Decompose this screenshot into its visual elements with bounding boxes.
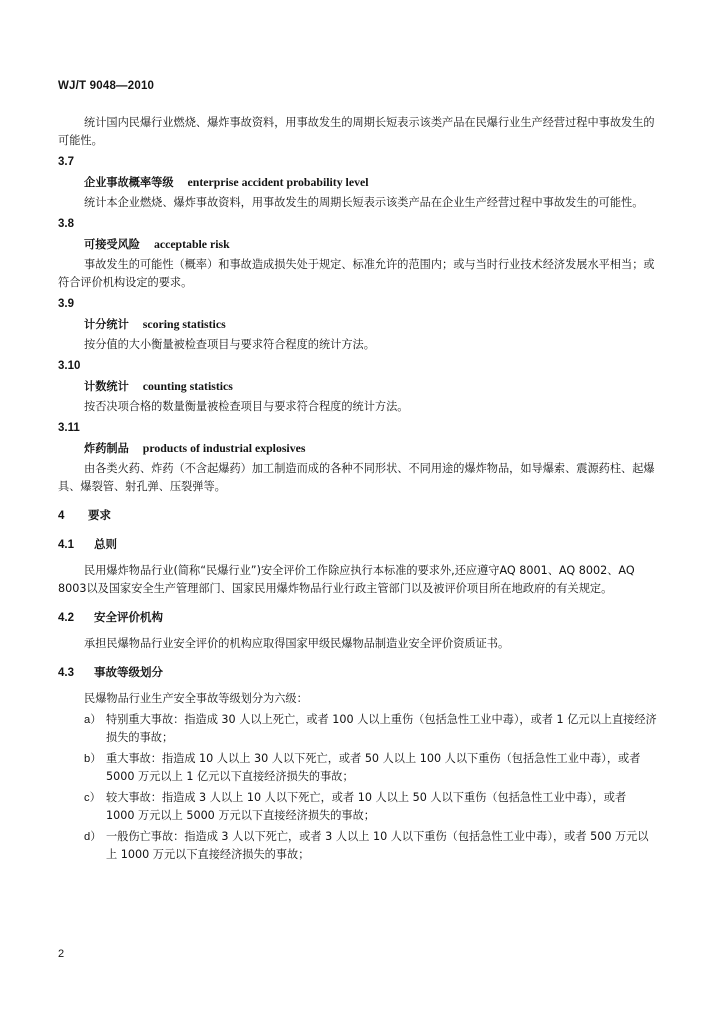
list-item-text: 重大事故：指造成 10 人以上 30 人以下死亡，或者 50 人以上 100 人以下重伤（包括急性工业中毒），或者 5000 万元以上 1 亿元以下直接经济损失的事故； [106,752,641,783]
term-english: acceptable risk [153,237,230,251]
term-3-9 [84,315,658,334]
list-item-text: 较大事故：指造成 3 人以上 10 人以下死亡，或者 10 人以上 50 人以下重伤（包括急性工业中毒），或者 1000 万元以上 5000 万元以下直接经济损失的事故； [106,791,627,822]
clause-3-10: 3.10 [58,360,81,372]
list-item-c [58,789,658,825]
section-4 [58,506,658,525]
list-item-a [58,711,658,747]
section-number: 4.2 [58,612,74,624]
clause-3-9: 3.9 [58,298,74,310]
term-english: enterprise accident probability level [187,175,369,189]
list-marker: d） [84,831,102,843]
section-title: 要求 [88,508,111,522]
document-body [58,114,658,867]
section-4-2 [58,608,658,627]
para-4-1-body: 民用爆炸物品行业(简称“民爆行业”)安全评价工作除应执行本标准的要求外,还应遵守AQ 8001、AQ 8002、AQ 8003以及国家安全生产管理部门、国家民用爆炸物品行业行政主管部门以及被评价项目所在地政府的有关规定。 [58,564,635,595]
list-marker: c） [84,792,101,804]
para-3-9-body: 按分值的大小衡量被检查项目与要求符合程度的统计方法。 [84,338,375,351]
list-item-d [58,828,658,864]
section-title: 事故等级划分 [94,665,163,679]
section-4-1 [58,535,658,554]
section-title: 总则 [94,537,117,551]
term-english: counting statistics [142,379,233,393]
page-number: 2 [58,948,65,960]
section-title: 安全评价机构 [94,610,163,624]
term-chinese: 企业事故概率等级 [84,176,174,189]
term-chinese: 可接受风险 [84,238,140,251]
list-marker: a） [84,714,102,726]
list-item-text: 一般伤亡事故：指造成 3 人以下死亡，或者 3 人以上 10 人以下重伤（包括急性工业中毒），或者 500 万元以上 1000 万元以下直接经济损失的事故； [106,830,649,861]
term-chinese: 计数统计 [84,380,129,393]
para-4-2-body: 承担民爆物品行业安全评价的机构应取得国家甲级民爆物品制造业安全评价资质证书。 [84,637,510,650]
term-english: scoring statistics [142,317,226,331]
term-chinese: 炸药制品 [84,442,129,455]
para-3-8-body: 事故发生的可能性（概率）和事故造成损失处于规定、标准允许的范围内；或与当时行业技术经济发展水平相当；或符合评价机构设定的要求。 [58,258,655,289]
list-marker: b） [84,753,102,765]
para-3-7-body: 统计本企业燃烧、爆炸事故资料，用事故发生的周期长短表示该类产品在企业生产经营过程中事故发生的可能性。 [84,196,644,209]
list-item-text: 特别重大事故：指造成 30 人以上死亡，或者 100 人以上重伤（包括急性工业中毒），或者 1 亿元以上直接经济损失的事故； [106,713,657,744]
para-3-11-body: 由各类火药、炸药（不含起爆药）加工制造而成的各种不同形状、不同用途的爆炸物品，如导爆索、震源药柱、起爆具、爆裂管、射孔弹、压裂弹等。 [58,462,655,493]
term-3-8 [84,235,658,254]
clause-3-11: 3.11 [58,422,80,434]
para-3-10-body: 按否决项合格的数量衡量被检查项目与要求符合程度的统计方法。 [84,400,409,413]
para-3-6-body: 统计国内民爆行业燃烧、爆炸事故资料，用事故发生的周期长短表示该类产品在民爆行业生产经营过程中事故发生的可能性。 [58,116,655,147]
para-4-3-intro: 民爆物品行业生产安全事故等级划分为六级： [84,692,308,705]
section-4-3 [58,663,658,682]
section-number: 4.3 [58,667,74,679]
section-number: 4 [58,510,65,522]
term-chinese: 计分统计 [84,318,129,331]
standard-code: WJ/T 9048—2010 [58,80,155,92]
clause-3-8: 3.8 [58,218,74,230]
section-number: 4.1 [58,539,74,551]
term-english: products of industrial explosives [142,441,306,455]
clause-3-7: 3.7 [58,156,74,168]
term-3-11 [84,439,658,458]
term-3-10 [84,377,658,396]
list-item-b [58,750,658,786]
term-3-7 [84,173,658,192]
